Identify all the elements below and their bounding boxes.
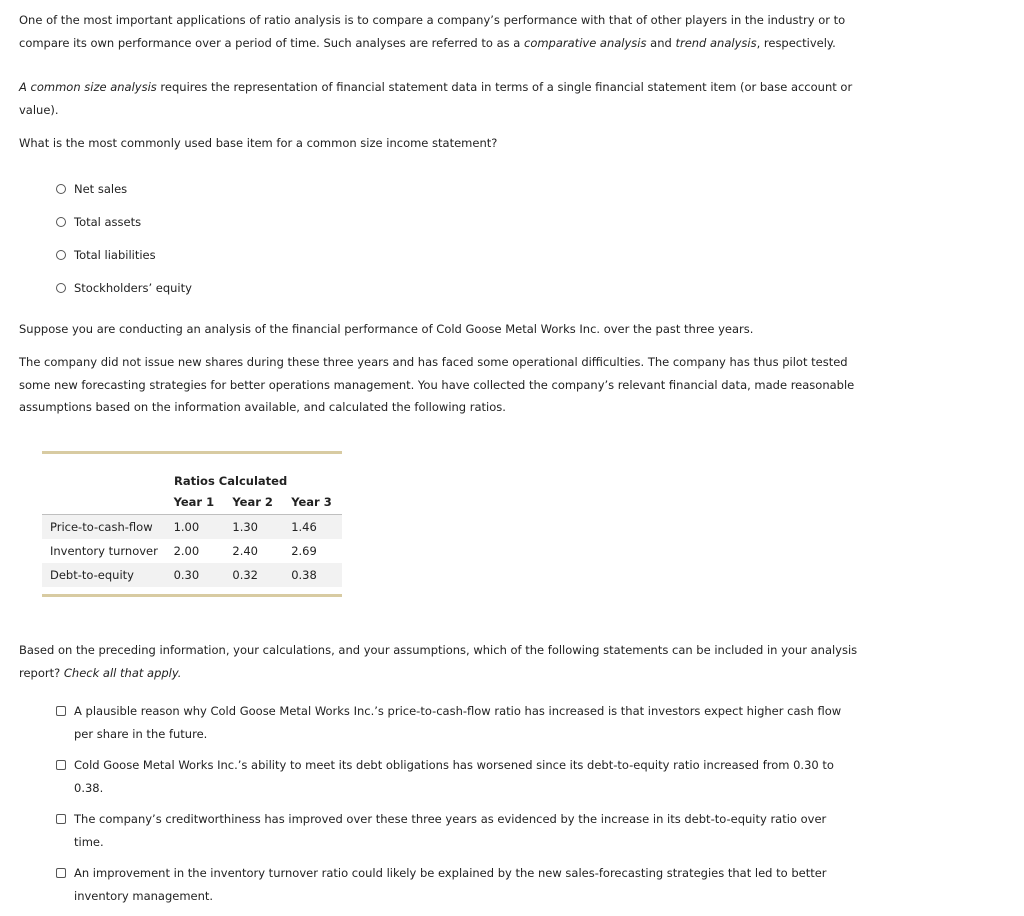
- checkbox[interactable]: [56, 760, 66, 770]
- intro-emphasis-comparative: comparative analysis: [524, 35, 647, 50]
- q1-option-label: Net sales: [74, 181, 128, 196]
- table-row-label: Inventory turnover: [50, 544, 158, 558]
- q1-option-total-assets[interactable]: [56, 205, 192, 238]
- table-cell: 2.69: [291, 544, 317, 558]
- checkbox[interactable]: [56, 706, 66, 716]
- q2-option-label: An improvement in the inventory turnover ratio could likely be explained by the new sales-forecasting strategies that led to better inventory management.: [74, 866, 827, 903]
- scenario-paragraph: Suppose you are conducting an analysis of the financial performance of Cold Goose Metal Works Inc. over the past three years.: [19, 322, 754, 336]
- q2-option-2[interactable]: [56, 754, 856, 799]
- radio-button[interactable]: [56, 217, 66, 227]
- table-row-inventory-turnover: [42, 539, 342, 563]
- q2-option-4[interactable]: [56, 862, 856, 907]
- radio-button[interactable]: [56, 184, 66, 194]
- q1-radio-group: [56, 172, 192, 304]
- q1-option-net-sales[interactable]: [56, 172, 192, 205]
- intro-text-b: and: [646, 35, 676, 50]
- question-2: [19, 639, 859, 684]
- table-title-row: [42, 454, 342, 490]
- scenario-detail-paragraph: The company did not issue new shares during these three years and has faced some operational difficulties. The company has thus pilot tested some new forecasting strategies for better operations management. You have collected the company’s relevant financial data, made reasonable assumptions based on the information available, and calculated the following ratios.: [19, 355, 855, 414]
- intro-text-a: One of the most important applications of ratio analysis is to compare a company’s performance with that of other players in the industry or to compare its own performance over a period of time. Such analyses are referred to as a: [19, 13, 846, 50]
- table-cell: 2.00: [173, 544, 200, 558]
- q1-option-label: Total liabilities: [74, 247, 156, 262]
- common-size-text: requires the representation of financial statement data in terms of a single financial statement item (or base account or value).: [19, 80, 853, 117]
- table-row-debt-to-equity: [42, 563, 342, 587]
- table-header-row: [42, 490, 342, 515]
- table-title: Ratios Calculated: [174, 474, 288, 488]
- table-header-year-2: Year 2: [232, 495, 273, 509]
- intro-paragraph: [19, 9, 859, 54]
- q2-option-1[interactable]: [56, 700, 856, 745]
- table-header-year-3: Year 3: [291, 495, 332, 509]
- q2-option-3[interactable]: [56, 808, 856, 853]
- q1-option-total-liabilities[interactable]: [56, 238, 192, 271]
- table-row-label: Debt-to-equity: [50, 568, 134, 582]
- question-2-instruction: Check all that apply.: [63, 665, 182, 680]
- table-bottom-bar: [42, 594, 342, 597]
- checkbox[interactable]: [56, 814, 66, 824]
- q1-option-label: Total assets: [74, 214, 142, 229]
- q2-option-label: A plausible reason why Cold Goose Metal Works Inc.’s price-to-cash-flow ratio has increased is that investors expect higher cash flow per share in the future.: [74, 704, 842, 741]
- table-row-price-to-cash-flow: [42, 515, 342, 539]
- intro-emphasis-trend: trend analysis: [675, 35, 757, 50]
- q1-option-label: Stockholders’ equity: [74, 280, 192, 295]
- question-2-text: Based on the preceding information, your calculations, and your assumptions, which of the following statements can be included in your analysis report?: [19, 643, 858, 680]
- q1-option-stockholders-equity[interactable]: [56, 271, 192, 304]
- q2-checkbox-group: [56, 700, 856, 916]
- radio-button[interactable]: [56, 283, 66, 293]
- question-1: What is the most commonly used base item for a common size income statement?: [19, 136, 498, 150]
- table-cell: 1.00: [173, 520, 200, 534]
- common-size-paragraph: [19, 76, 859, 121]
- table-row-label: Price-to-cash-flow: [50, 520, 153, 534]
- q2-option-label: The company’s creditworthiness has improved over these three years as evidenced by the increase in its debt-to-equity ratio over time.: [74, 812, 827, 849]
- table-spacer: [42, 587, 342, 594]
- table-cell: 1.30: [232, 520, 258, 534]
- table-cell: 0.30: [173, 568, 200, 582]
- ratios-table: [42, 451, 342, 597]
- table-cell: 0.32: [232, 568, 258, 582]
- intro-text-c: , respectively.: [756, 35, 836, 50]
- table-cell: 0.38: [291, 568, 317, 582]
- table-cell: 2.40: [232, 544, 258, 558]
- table-cell: 1.46: [291, 520, 317, 534]
- common-size-emphasis: A common size analysis: [19, 80, 157, 94]
- radio-button[interactable]: [56, 250, 66, 260]
- table-header-year-1: Year 1: [173, 495, 215, 509]
- q2-option-label: Cold Goose Metal Works Inc.’s ability to meet its debt obligations has worsened since its debt-to-equity ratio increased from 0.30 to 0.38.: [74, 758, 834, 795]
